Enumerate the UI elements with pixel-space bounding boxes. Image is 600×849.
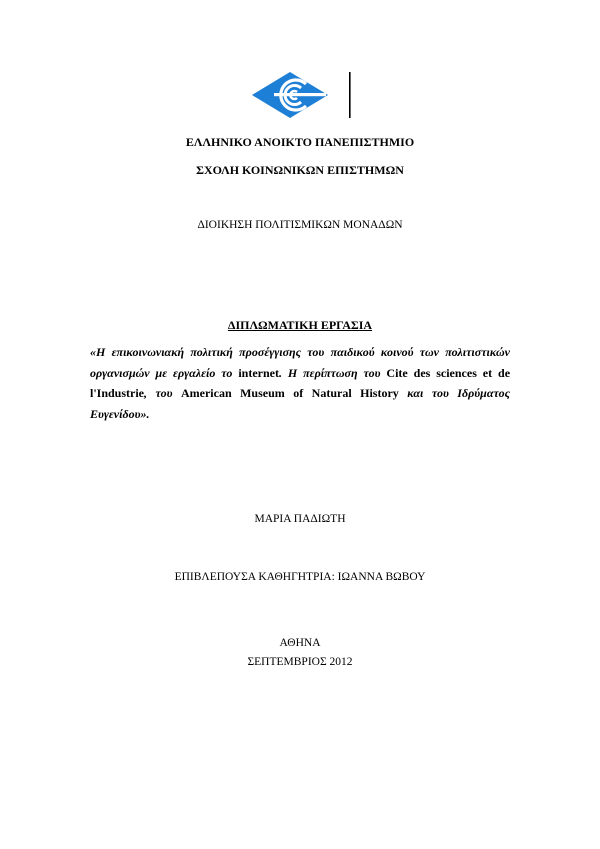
school-name: ΣΧΟΛΗ ΚΟΙΝΩΝΙΚΩΝ ΕΠΙΣΤΗΜΩΝ: [196, 163, 404, 177]
title-part2: . Η περίπτωση του: [278, 365, 387, 380]
thesis-type: ΔΙΠΛΩΜΑΤΙΚΗ ΕΡΓΑΣΙΑ: [227, 318, 373, 332]
university-name: ΕΛΛΗΝΙΚΟ ΑΝΟΙΚΤΟ ΠΑΝΕΠΙΣΤΗΜΙΟ: [185, 135, 415, 149]
title-part1: «Η επικοινωνιακή πολιτική προσέγγισης του παιδικού κοινού των πολιτιστικών οργανισμών με εργαλείο το: [90, 345, 510, 380]
program-name: ΔΙΟΙΚΗΣΗ ΠΟΛΙΤΙΣΜΙΚΩΝ ΜΟΝΑΔΩΝ: [197, 219, 403, 231]
title-part3: , του: [144, 386, 181, 400]
title-amnh: American Museum of Natural History: [180, 386, 399, 400]
date: ΣΕΠΤΕΜΒΡΙΟΣ 2012: [247, 656, 353, 668]
title-internet: internet: [238, 365, 279, 380]
university-logo-icon: [248, 70, 354, 120]
supervisor-line: ΕΠΙΒΛΕΠΟΥΣΑ ΚΑΘΗΓΗΤΡΙΑ: ΙΩΑΝΝΑ ΒΩΒΟΥ: [174, 571, 426, 583]
title-part4: και του Ιδρύματος Ευγενίδου».: [90, 386, 511, 421]
place: ΑΘΗΝΑ: [279, 637, 321, 649]
author-name: ΜΑΡΙΑ ΠΑΔΙΩΤΗ: [254, 513, 346, 525]
title-cite: Cite des sciences et de l'Industrie: [90, 365, 511, 400]
thesis-title: [90, 342, 510, 424]
